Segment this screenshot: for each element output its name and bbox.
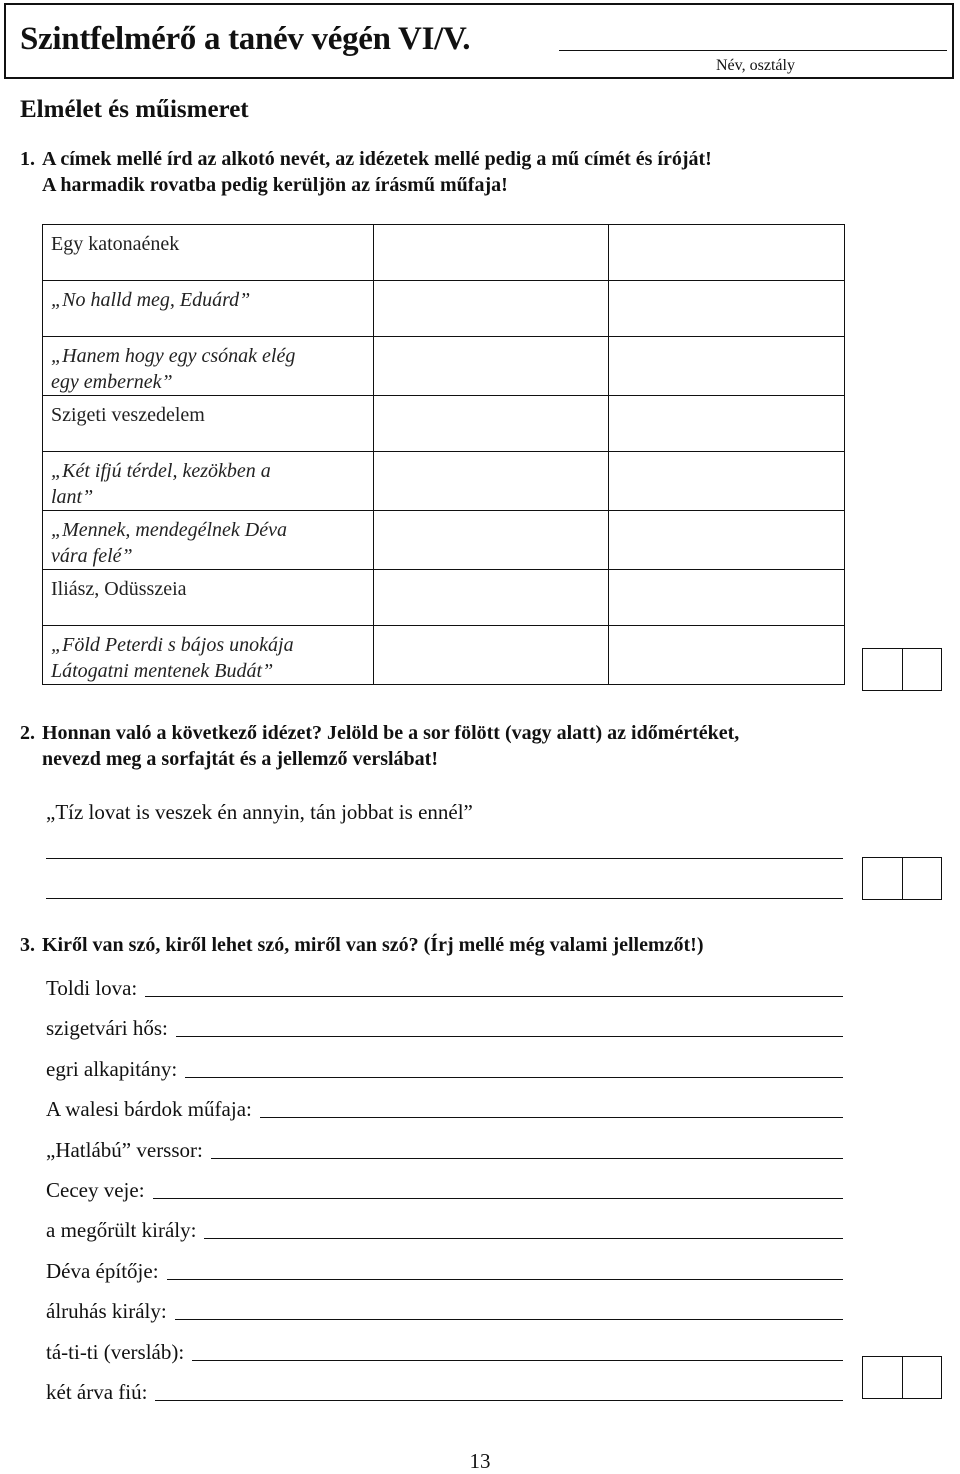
task3-instructions	[20, 932, 704, 958]
task1-prompt-cell	[43, 396, 374, 452]
task1-row	[43, 337, 845, 396]
score-cell-points[interactable]	[863, 649, 902, 690]
task1-answer-author-cell[interactable]	[374, 511, 609, 570]
task3-answer-line[interactable]	[145, 996, 843, 997]
task3-item-label: Déva építője:	[46, 1258, 159, 1283]
task1-row	[43, 225, 845, 281]
task1-answer-author-cell[interactable]	[374, 281, 609, 337]
task1-prompt-line: vára felé”	[51, 545, 133, 567]
task1-answer-genre-cell[interactable]	[609, 396, 845, 452]
task3-fill-row	[46, 1294, 843, 1324]
task3-fill-row	[46, 1213, 843, 1243]
task1-answer-genre-cell[interactable]	[609, 337, 845, 396]
task2-answer-line-2[interactable]	[46, 898, 843, 899]
task3-item-label: „Hatlábú” verssor:	[46, 1137, 203, 1162]
task3-answer-line[interactable]	[167, 1279, 843, 1280]
section-title: Elmélet és műismeret	[20, 96, 249, 123]
task3-item-label: Toldi lova:	[46, 976, 138, 1000]
task1-prompt-cell	[43, 337, 374, 396]
task3-item-label: a megőrült király:	[46, 1218, 197, 1243]
task1-prompt-cell	[43, 452, 374, 511]
task1-prompt-cell	[43, 511, 374, 570]
page-title: Szintfelmérő a tanév végén VI/V.	[20, 21, 471, 57]
task1-answer-author-cell[interactable]	[374, 337, 609, 396]
task3-answer-line[interactable]	[192, 1360, 843, 1361]
task1-prompt-line: egy embernek”	[51, 371, 173, 393]
score-cell-points[interactable]	[863, 1357, 902, 1398]
task1-line2: A harmadik rovatba pedig kerüljön az írásmű műfaja!	[42, 174, 508, 196]
task2-number: 2.	[20, 722, 35, 744]
task3-answer-line[interactable]	[155, 1400, 843, 1401]
task1-row	[43, 511, 845, 570]
task3-answer-line[interactable]	[260, 1117, 843, 1118]
task1-row	[43, 570, 845, 626]
task1-answer-author-cell[interactable]	[374, 452, 609, 511]
task3-line1: Kiről van szó, kiről lehet szó, miről van szó? (Írj mellé még valami jellemzőt!)	[42, 934, 704, 956]
task3-item-label: tá-ti-ti (versláb):	[46, 1339, 185, 1364]
task1-prompt-cell	[43, 570, 374, 626]
task3-number: 3.	[20, 934, 35, 956]
task2-quote: „Tíz lovat is veszek én annyin, tán jobbat is ennél”	[46, 800, 473, 824]
task1-answer-author-cell[interactable]	[374, 570, 609, 626]
score-cell-max[interactable]	[902, 858, 941, 899]
task3-item-label: A walesi bárdok műfaja:	[46, 1097, 252, 1122]
score-cell-max[interactable]	[902, 1357, 941, 1398]
task1-answer-genre-cell[interactable]	[609, 281, 845, 337]
task1-score-box	[862, 648, 942, 691]
task1-answer-author-cell[interactable]	[374, 225, 609, 281]
task3-fill-row	[46, 1254, 843, 1284]
task1-row	[43, 626, 845, 685]
task1-prompt-cell	[43, 225, 374, 281]
task1-prompt-line: Szigeti veszedelem	[51, 404, 205, 426]
task1-prompt-line: „Föld Peterdi s bájos unokája	[51, 634, 294, 656]
task1-prompt-line: „Mennek, mendegélnek Déva	[51, 519, 287, 541]
task1-answer-genre-cell[interactable]	[609, 626, 845, 685]
task1-prompt-line: „Két ifjú térdel, kezökben a	[51, 460, 271, 482]
task1-answer-genre-cell[interactable]	[609, 225, 845, 281]
task3-item-label: egri alkapitány:	[46, 1056, 178, 1081]
task3-fill-row	[46, 1335, 843, 1365]
task1-prompt-line: lant”	[51, 486, 94, 508]
task1-answer-genre-cell[interactable]	[609, 452, 845, 511]
task3-fill-row	[46, 1011, 843, 1041]
task1-row	[43, 281, 845, 337]
task3-item-label: Cecey veje:	[46, 1178, 145, 1202]
task1-number: 1.	[20, 148, 35, 170]
task3-item-label: két árva fiú:	[46, 1380, 148, 1404]
task2-line2: nevezd meg a sorfajtát és a jellemző verslábat!	[42, 748, 438, 770]
task2-score-box	[862, 857, 942, 900]
task1-prompt-line: „Hanem hogy egy csónak elég	[51, 345, 296, 367]
task1-prompt-line: Iliász, Odüsszeia	[51, 578, 187, 600]
task3-fill-row	[46, 1052, 843, 1082]
task2-line1: Honnan való a következő idézet? Jelöld be a sor fölött (vagy alatt) az időmértéket,	[42, 722, 740, 744]
task2-answer-line-1[interactable]	[46, 858, 843, 859]
task3-item-label: szigetvári hős:	[46, 1016, 168, 1041]
task1-prompt-line: „No halld meg, Eduárd”	[51, 289, 251, 311]
task3-fill-row	[46, 1173, 843, 1203]
task3-fill-row	[46, 1133, 843, 1163]
task3-fill-row	[46, 1092, 843, 1122]
task1-answer-author-cell[interactable]	[374, 396, 609, 452]
task1-prompt-cell	[43, 626, 374, 685]
task1-prompt-cell	[43, 281, 374, 337]
task3-fill-row	[46, 1375, 843, 1405]
task1-answer-genre-cell[interactable]	[609, 511, 845, 570]
name-field-label: Név, osztály	[716, 57, 795, 74]
name-field-line[interactable]	[559, 50, 947, 51]
task3-answer-line[interactable]	[204, 1238, 843, 1239]
task1-table	[42, 224, 845, 685]
task1-answer-genre-cell[interactable]	[609, 570, 845, 626]
task2-instructions	[20, 720, 739, 772]
task3-answer-line[interactable]	[175, 1319, 843, 1320]
task1-prompt-line: Látogatni mentenek Budát”	[51, 660, 274, 682]
task1-answer-author-cell[interactable]	[374, 626, 609, 685]
task3-item-label: álruhás király:	[46, 1299, 167, 1324]
header-box	[4, 3, 954, 79]
task1-instructions	[20, 146, 712, 198]
task3-answer-line[interactable]	[176, 1036, 843, 1037]
task3-fill-row	[46, 971, 843, 1001]
task3-answer-line[interactable]	[185, 1077, 843, 1078]
task3-answer-line[interactable]	[153, 1198, 843, 1199]
task1-line1: A címek mellé írd az alkotó nevét, az idézetek mellé pedig a mű címét és íróját!	[42, 148, 712, 170]
task3-answer-line[interactable]	[211, 1158, 843, 1159]
task3-score-box	[862, 1356, 942, 1399]
score-cell-points[interactable]	[863, 858, 902, 899]
task1-row	[43, 396, 845, 452]
page-number: 13	[469, 1449, 491, 1473]
score-cell-max[interactable]	[902, 649, 941, 690]
task1-prompt-line: Egy katonaének	[51, 233, 180, 255]
task1-row	[43, 452, 845, 511]
